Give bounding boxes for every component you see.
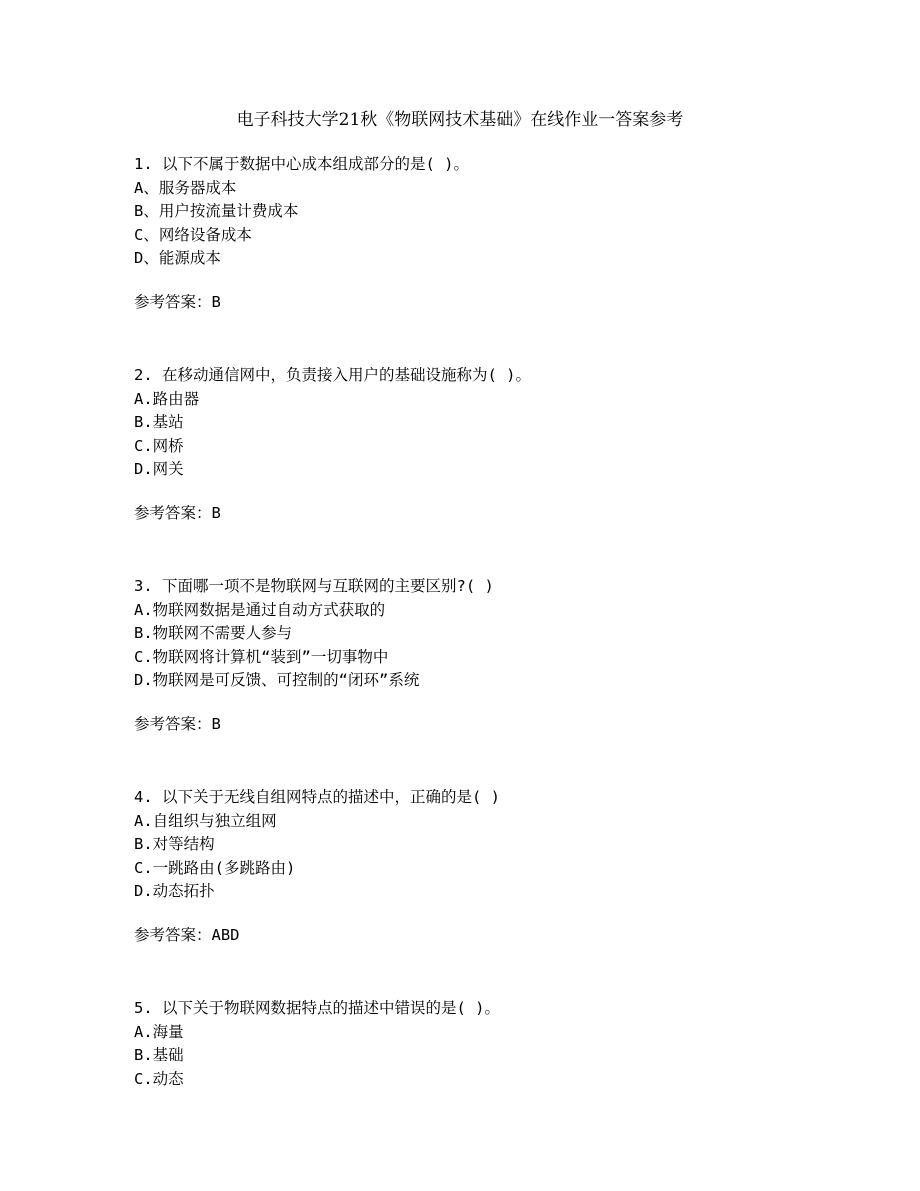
reference-answer: 参考答案：B [134, 503, 221, 522]
option-b: B.基础 [134, 1046, 184, 1064]
option-b: B.基站 [134, 413, 184, 431]
option-c: C.一跳路由(多跳路由) [134, 858, 296, 877]
reference-answer: 参考答案：ABD [134, 925, 240, 944]
question-stem: 2. 在移动通信网中，负责接入用户的基础设施称为( )。 [134, 366, 531, 384]
question-4 [134, 786, 834, 947]
option-a: A.物联网数据是通过自动方式获取的 [134, 600, 386, 619]
question-stem: 3. 下面哪一项不是物联网与互联网的主要区别?( ) [134, 577, 494, 595]
option-c: C.网桥 [134, 436, 184, 455]
option-c: C.物联网将计算机“装到”一切事物中 [134, 647, 389, 666]
option-a: A、服务器成本 [134, 178, 237, 197]
option-a: A.海量 [134, 1022, 184, 1041]
option-c: C、网络设备成本 [134, 225, 252, 244]
document-title: 电子科技大学21秋《物联网技术基础》在线作业一答案参考 [236, 110, 684, 130]
question-stem: 5. 以下关于物联网数据特点的描述中错误的是( )。 [134, 999, 500, 1017]
option-b: B.物联网不需要人参与 [134, 624, 293, 642]
question-2 [134, 364, 834, 525]
option-b: B.对等结构 [134, 835, 215, 853]
option-d: D.网关 [134, 460, 184, 478]
question-3 [134, 575, 834, 736]
question-5 [134, 997, 834, 1091]
option-d: D.物联网是可反馈、可控制的“闭环”系统 [134, 671, 420, 689]
question-list [134, 153, 834, 1091]
option-c: C.动态 [134, 1069, 184, 1088]
question-stem: 1. 以下不属于数据中心成本组成部分的是( )。 [134, 155, 469, 173]
option-a: A.自组织与独立组网 [134, 811, 277, 830]
option-b: B、用户按流量计费成本 [134, 202, 299, 220]
reference-answer: 参考答案：B [134, 292, 221, 311]
question-stem: 4. 以下关于无线自组网特点的描述中，正确的是( ) [134, 788, 500, 806]
question-1 [134, 153, 834, 314]
reference-answer: 参考答案：B [134, 714, 221, 733]
option-d: D、能源成本 [134, 249, 221, 267]
option-a: A.路由器 [134, 389, 200, 408]
option-d: D.动态拓扑 [134, 882, 215, 900]
